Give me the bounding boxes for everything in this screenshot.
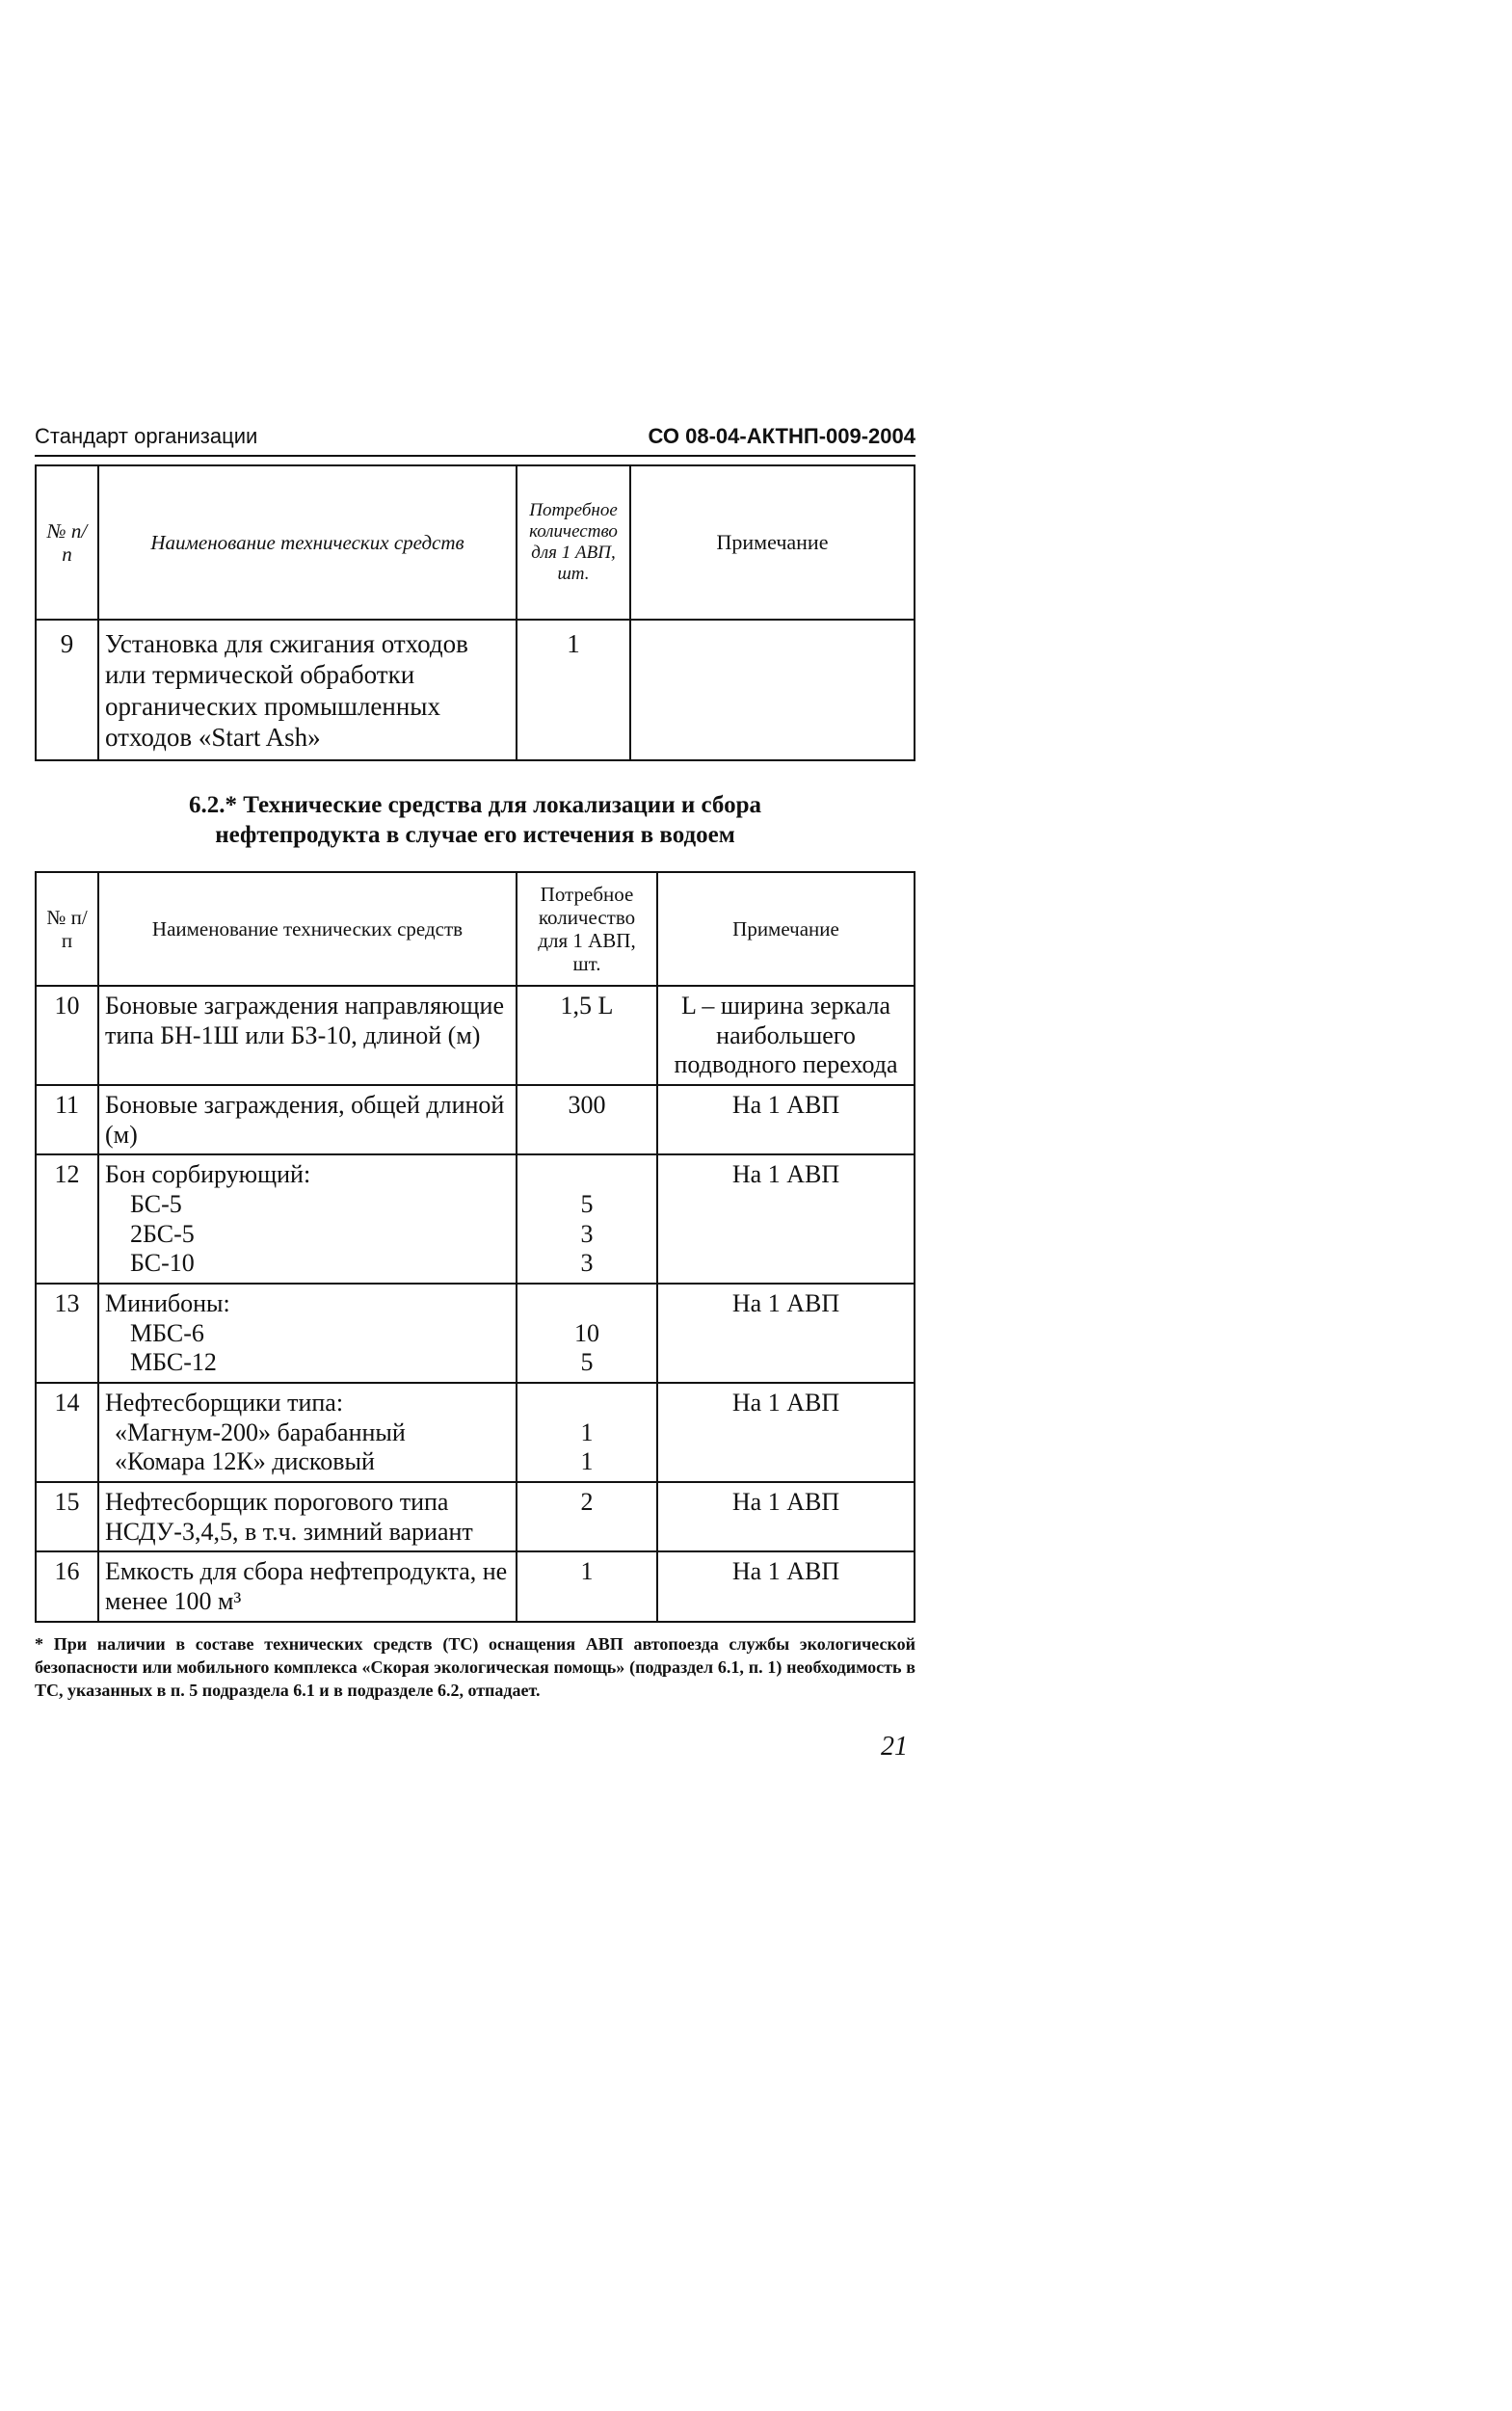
table-header-row [36,872,915,986]
row-subqty: 5 [580,1348,594,1377]
header-name: Наименование технических средств [98,465,517,620]
row-note [630,620,915,760]
header-num: № п/п [36,872,98,986]
row-name: Боновые заграждения, общей длиной (м) [98,1085,517,1154]
row-subitem: МБС-6 [130,1318,204,1347]
section-title [35,790,915,851]
table-row [36,1154,915,1284]
equipment-table-2 [35,871,915,1623]
row-name: Нефтесборщики типа: [105,1389,344,1417]
row-subqty: 3 [580,1219,594,1248]
footnote: * При наличии в составе технических средств (ТС) оснащения АВП автопоезда службы экологической безопасности или мобильного комплекса «Скорая экологическая помощь» (подраздел 6.1, п. 1) необходимость в ТС, указанных в п. 5 подраздела 6.1 и в подразделе 6.2, отпадает. [35,1633,915,1701]
row-qty-cell [517,1284,657,1383]
header-note: Примечание [657,872,915,986]
row-qty: 1 [517,620,630,760]
header-organization-standard: Стандарт организации [35,424,258,448]
page-number: 21 [881,1731,908,1762]
table-row [36,1085,915,1154]
header-name: Наименование технических средств [98,872,517,986]
row-qty-cell [517,1154,657,1284]
row-subitem: «Магнум-200» барабанный [115,1417,406,1446]
row-name: Минибоны: [105,1289,230,1318]
header-qty: Потребное количество для 1 АВП, шт. [517,872,657,986]
header-document-code: СО 08-04-АКТНП-009-2004 [648,424,915,448]
table-row [36,986,915,1085]
row-name-cell [98,1284,517,1383]
table-row [36,620,915,760]
row-name: Нефтесборщик порогового типа НСДУ-3,4,5, в т.ч. зимний вариант [98,1482,517,1551]
row-subitem: БС-10 [130,1249,195,1278]
row-subqty: 1 [580,1447,594,1476]
row-subitem: «Комара 12К» дисковый [115,1447,375,1476]
header-note: Примечание [630,465,915,620]
row-name: Емкость для сбора нефтепродукта, не менее 100 м³ [98,1551,517,1621]
row-subitem: 2БС-5 [130,1219,195,1248]
row-name: Боновые заграждения направляющие типа БН-1Ш или БЗ-10, длиной (м) [98,986,517,1085]
row-subitem: БС-5 [130,1190,182,1219]
row-num: 15 [36,1482,98,1551]
row-subqty: 1 [580,1417,594,1446]
row-qty: 1 [517,1551,657,1621]
row-subqty: 10 [574,1318,599,1347]
header-qty: Потребное количество для 1 АВП, шт. [517,465,630,620]
table-row [36,1551,915,1621]
row-qty: 300 [517,1085,657,1154]
row-num: 13 [36,1284,98,1383]
row-name: Бон сорбирующий: [105,1160,311,1189]
row-num: 12 [36,1154,98,1284]
section-title-line-1: 6.2.* Технические средства для локализации и сбора [189,791,761,818]
document-page [35,424,915,1762]
row-name-cell [98,1383,517,1482]
row-num: 11 [36,1085,98,1154]
header-num: № п/п [36,465,98,620]
table-row [36,1482,915,1551]
row-qty: 1,5 L [517,986,657,1085]
row-note: На 1 АВП [657,1383,915,1482]
row-note: На 1 АВП [657,1284,915,1383]
table-header-row [36,465,915,620]
section-title-line-2: нефтепродукта в случае его истечения в водоем [215,821,735,848]
table-row [36,1383,915,1482]
row-qty: 2 [517,1482,657,1551]
row-subqty: 3 [580,1249,594,1278]
row-note: На 1 АВП [657,1154,915,1284]
row-note: На 1 АВП [657,1551,915,1621]
row-note: На 1 АВП [657,1482,915,1551]
row-note: L – ширина зеркала наибольшего подводного перехода [657,986,915,1085]
row-name-cell [98,1154,517,1284]
table-row [36,1284,915,1383]
row-qty-cell [517,1383,657,1482]
running-header [35,424,915,457]
row-num: 16 [36,1551,98,1621]
row-subqty: 5 [580,1190,594,1219]
row-num: 10 [36,986,98,1085]
row-subitem: МБС-12 [130,1348,217,1377]
row-num: 14 [36,1383,98,1482]
row-name: Установка для сжигания отходов или термической обработки органических промышленных отходов «Start Ash» [98,620,517,760]
equipment-table-1 [35,464,915,761]
row-num: 9 [36,620,98,760]
row-note: На 1 АВП [657,1085,915,1154]
